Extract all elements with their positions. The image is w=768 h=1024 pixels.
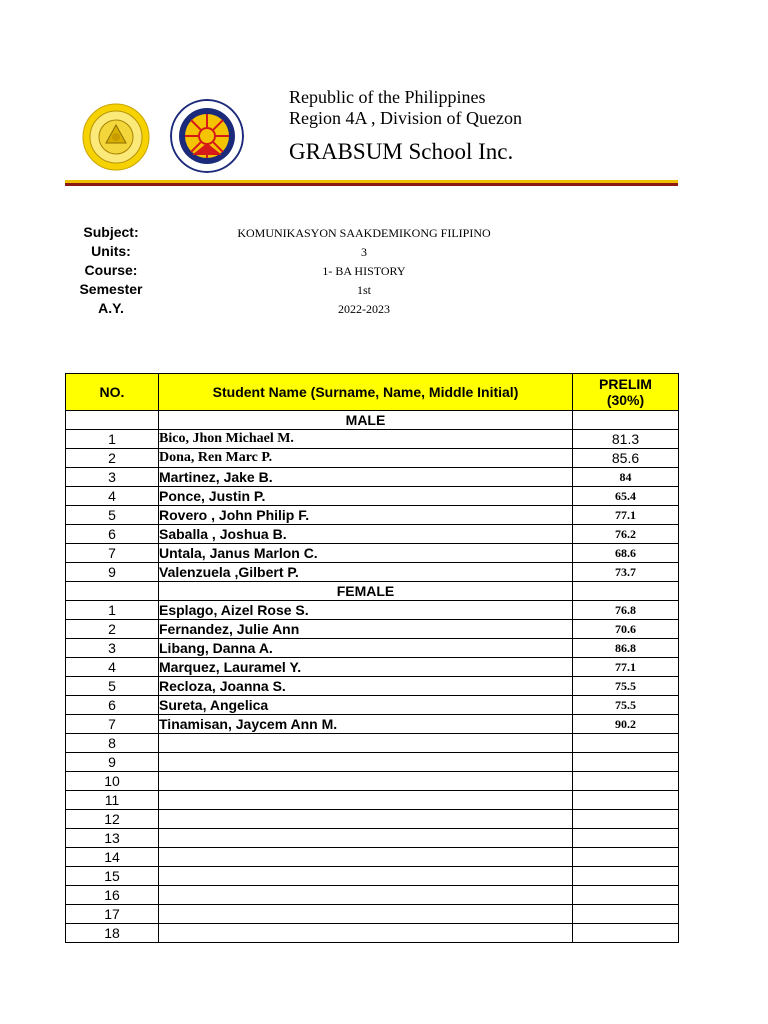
col-header-name: Student Name (Surname, Name, Middle Initial) [159, 374, 573, 411]
student-name [159, 924, 573, 943]
prelim-grade [573, 848, 679, 867]
student-name: Valenzuela ,Gilbert P. [159, 563, 573, 582]
row-number: 10 [66, 772, 159, 791]
table-row [66, 791, 679, 810]
student-name [159, 791, 573, 810]
student-name: Dona, Ren Marc P. [159, 449, 573, 468]
ay-value: 2022-2023 [338, 302, 390, 316]
table-row [66, 715, 679, 734]
section-empty-cell [573, 411, 679, 430]
table-row [66, 468, 679, 487]
table-row [66, 848, 679, 867]
row-number: 6 [66, 525, 159, 544]
row-number: 9 [66, 563, 159, 582]
row-number: 7 [66, 715, 159, 734]
section-label: MALE [159, 411, 573, 430]
table-row [66, 487, 679, 506]
prelim-grade: 76.8 [573, 601, 679, 620]
table-row [66, 867, 679, 886]
region-line: Region 4A , Division of Quezon [289, 108, 522, 128]
prelim-grade: 86.8 [573, 639, 679, 658]
row-number: 4 [66, 658, 159, 677]
subject-label: Subject: [83, 224, 139, 240]
section-empty-cell [66, 582, 159, 601]
prelim-grade [573, 753, 679, 772]
prelim-grade: 85.6 [573, 449, 679, 468]
table-row [66, 658, 679, 677]
row-number: 17 [66, 905, 159, 924]
student-name: Saballa , Joshua B. [159, 525, 573, 544]
student-name [159, 905, 573, 924]
grabsum-school-seal-icon [82, 103, 150, 171]
student-name: Untala, Janus Marlon C. [159, 544, 573, 563]
prelim-grade: 75.5 [573, 696, 679, 715]
table-row [66, 677, 679, 696]
prelim-grade: 81.3 [573, 430, 679, 449]
student-name [159, 848, 573, 867]
prelim-grade [573, 772, 679, 791]
student-name [159, 734, 573, 753]
row-number: 14 [66, 848, 159, 867]
table-row [66, 563, 679, 582]
prelim-grade [573, 905, 679, 924]
table-row [66, 772, 679, 791]
row-number: 16 [66, 886, 159, 905]
subject-value: KOMUNIKASYON SAAKDEMIKONG FILIPINO [237, 226, 491, 240]
prelim-grade [573, 886, 679, 905]
row-number: 11 [66, 791, 159, 810]
student-name: Ponce, Justin P. [159, 487, 573, 506]
section-label: FEMALE [159, 582, 573, 601]
ay-label: A.Y. [98, 300, 124, 316]
prelim-grade: 77.1 [573, 658, 679, 677]
student-name: Bico, Jhon Michael M. [159, 430, 573, 449]
prelim-grade: 90.2 [573, 715, 679, 734]
row-number: 12 [66, 810, 159, 829]
student-name [159, 886, 573, 905]
section-empty-cell [66, 411, 159, 430]
row-number: 2 [66, 449, 159, 468]
row-number: 8 [66, 734, 159, 753]
prelim-grade: 70.6 [573, 620, 679, 639]
row-number: 7 [66, 544, 159, 563]
republic-line: Republic of the Philippines [289, 87, 486, 107]
commission-on-higher-education-seal-icon [170, 99, 244, 173]
table-row [66, 525, 679, 544]
prelim-grade: 76.2 [573, 525, 679, 544]
row-number: 13 [66, 829, 159, 848]
row-number: 15 [66, 867, 159, 886]
prelim-grade: 84 [573, 468, 679, 487]
grades-table [65, 373, 679, 943]
prelim-grade [573, 791, 679, 810]
row-number: 6 [66, 696, 159, 715]
units-value: 3 [361, 245, 367, 259]
row-number: 4 [66, 487, 159, 506]
student-name: Tinamisan, Jaycem Ann M. [159, 715, 573, 734]
table-row [66, 639, 679, 658]
section-row-male [66, 411, 679, 430]
prelim-grade: 73.7 [573, 563, 679, 582]
table-row [66, 753, 679, 772]
table-row [66, 829, 679, 848]
prelim-grade: 65.4 [573, 487, 679, 506]
prelim-grade [573, 734, 679, 753]
prelim-grade: 77.1 [573, 506, 679, 525]
row-number: 2 [66, 620, 159, 639]
table-row [66, 810, 679, 829]
table-row [66, 696, 679, 715]
grades-table-body [66, 411, 679, 943]
student-name: Recloza, Joanna S. [159, 677, 573, 696]
units-label: Units: [91, 243, 131, 259]
prelim-grade [573, 829, 679, 848]
prelim-grade [573, 867, 679, 886]
school-name: GRABSUM School Inc. [289, 139, 514, 164]
row-number: 3 [66, 468, 159, 487]
row-number: 3 [66, 639, 159, 658]
prelim-grade: 75.5 [573, 677, 679, 696]
table-row [66, 544, 679, 563]
col-header-prelim [573, 374, 679, 411]
row-number: 9 [66, 753, 159, 772]
student-name: Rovero , John Philip F. [159, 506, 573, 525]
row-number: 18 [66, 924, 159, 943]
prelim-grade [573, 924, 679, 943]
student-name [159, 867, 573, 886]
student-name [159, 772, 573, 791]
student-name: Fernandez, Julie Ann [159, 620, 573, 639]
row-number: 5 [66, 677, 159, 696]
section-row-female [66, 582, 679, 601]
table-row [66, 734, 679, 753]
row-number: 1 [66, 601, 159, 620]
student-name [159, 753, 573, 772]
section-empty-cell [573, 582, 679, 601]
table-row [66, 620, 679, 639]
table-row [66, 886, 679, 905]
row-number: 5 [66, 506, 159, 525]
student-name: Esplago, Aizel Rose S. [159, 601, 573, 620]
table-row [66, 601, 679, 620]
student-name [159, 810, 573, 829]
table-row [66, 449, 679, 468]
prelim-label: PRELIM [599, 376, 652, 392]
col-header-no: NO. [66, 374, 159, 411]
table-row [66, 430, 679, 449]
table-row [66, 924, 679, 943]
table-row [66, 506, 679, 525]
semester-value: 1st [356, 283, 371, 297]
student-name: Marquez, Lauramel Y. [159, 658, 573, 677]
prelim-grade: 68.6 [573, 544, 679, 563]
student-name: Martinez, Jake B. [159, 468, 573, 487]
student-name: Sureta, Angelica [159, 696, 573, 715]
course-label: Course: [84, 262, 138, 278]
course-value: 1- BA HISTORY [322, 264, 406, 278]
student-name [159, 829, 573, 848]
prelim-grade [573, 810, 679, 829]
semester-label: Semester [79, 281, 143, 297]
table-row [66, 905, 679, 924]
student-name: Libang, Danna A. [159, 639, 573, 658]
prelim-weight: (30%) [606, 392, 645, 408]
maroon-divider [65, 183, 678, 186]
row-number: 1 [66, 430, 159, 449]
